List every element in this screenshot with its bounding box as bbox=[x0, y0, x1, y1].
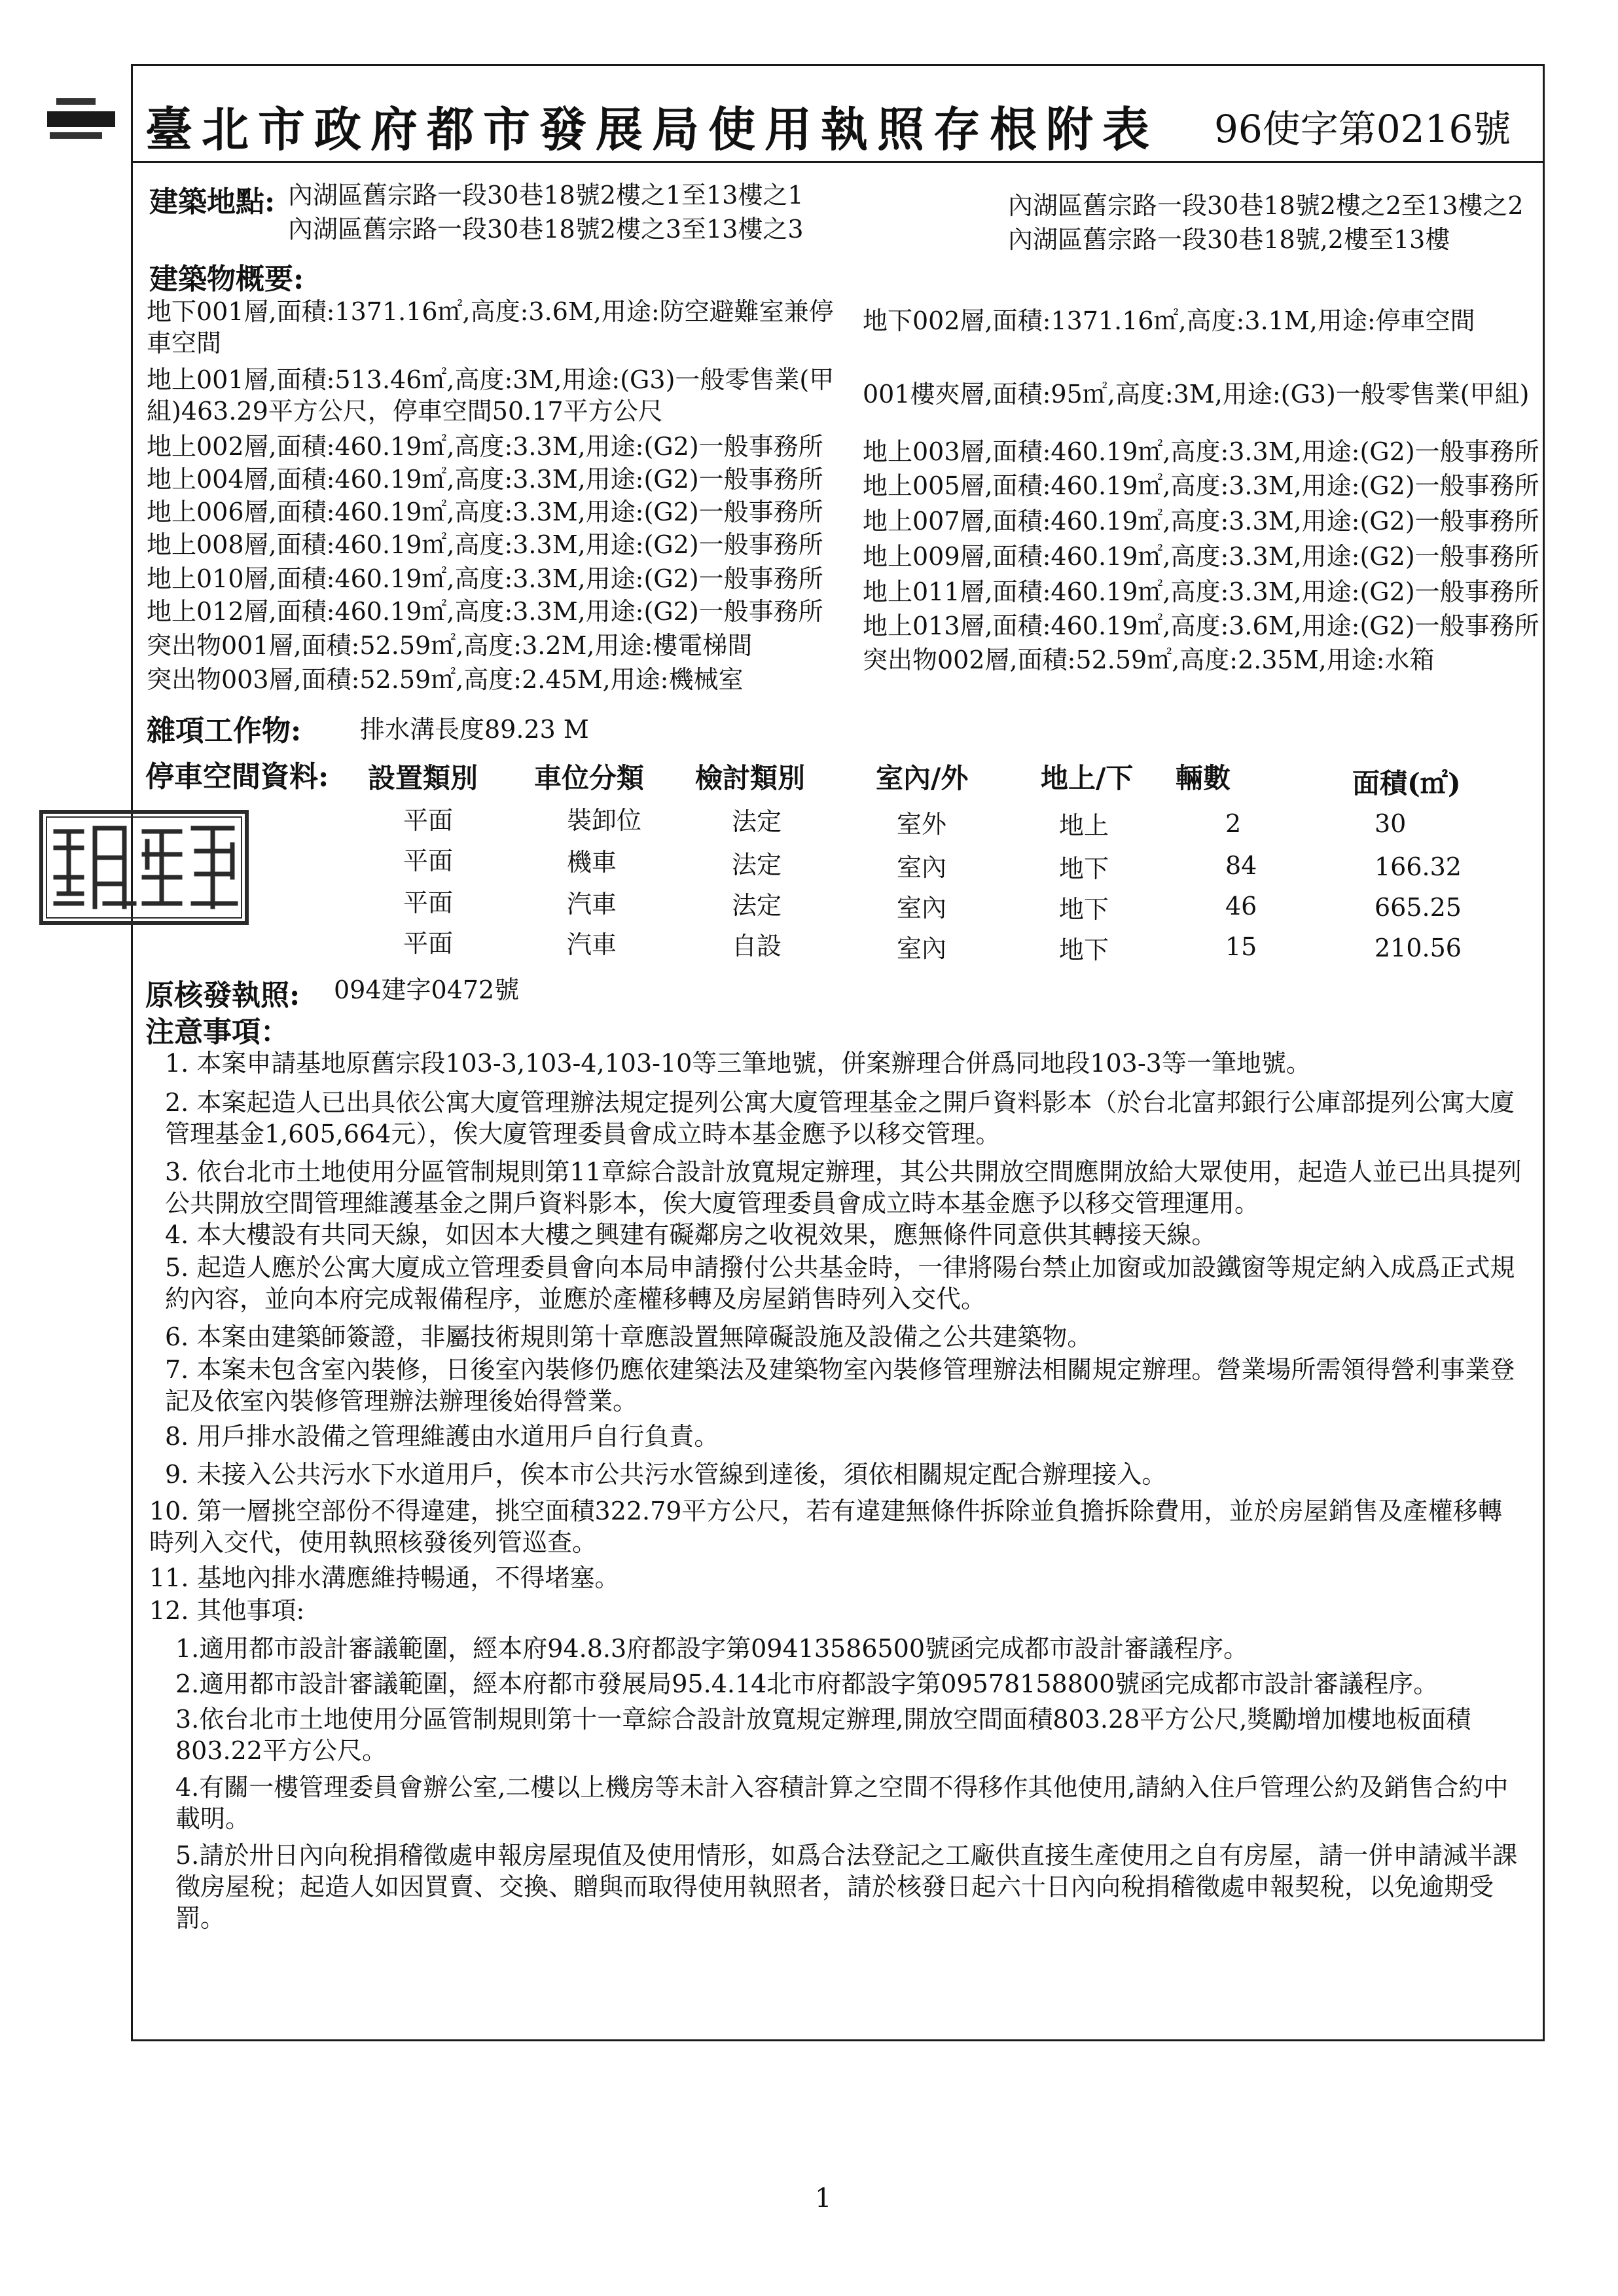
parking-cell: 平面 bbox=[403, 888, 454, 917]
parking-cell: 平面 bbox=[403, 806, 454, 835]
parking-cell: 地下 bbox=[1059, 936, 1109, 964]
overview-label: 建築物概要: bbox=[149, 263, 304, 296]
overview-floor-line: 地上006層,面積:460.19㎡,高度:3.3M,用途:(G2)一般事務所 bbox=[147, 498, 823, 526]
note-sub-item: 2.適用都市設計審議範圍，經本府都市發展局95.4.14北市府都設字第09578158800號函完成都市設計審議程序。 bbox=[175, 1669, 1439, 1698]
notes-label: 注意事項： bbox=[145, 1015, 289, 1049]
parking-cell: 30 bbox=[1375, 809, 1407, 838]
overview-floor-line: 地上007層,面積:460.19㎡,高度:3.3M,用途:(G2)一般事務所 bbox=[863, 507, 1539, 536]
parking-cell: 84 bbox=[1225, 851, 1257, 880]
note-item: 4. 本大樓設有共同天線，如因本大樓之興建有礙鄰房之收視效果，應無條件同意供其轉接天線。 bbox=[165, 1220, 1217, 1249]
note-sub-item: 1.適用都市設計審議範圍，經本府94.8.3府都設字第09413586500號函完成都市設計審議程序。 bbox=[175, 1634, 1249, 1663]
overview-floor-line: 地上003層,面積:460.19㎡,高度:3.3M,用途:(G2)一般事務所 bbox=[863, 437, 1539, 466]
site-address: 內湖區舊宗路一段30巷18號2樓之3至13樓之3 bbox=[288, 215, 804, 244]
parking-cell: 地上 bbox=[1059, 811, 1109, 840]
parking-header: 室內/外 bbox=[876, 762, 969, 794]
header-divider bbox=[131, 161, 1545, 163]
parking-cell: 自設 bbox=[732, 932, 782, 960]
parking-header: 車位分類 bbox=[534, 762, 645, 794]
site-address: 內湖區舊宗路一段30巷18號2樓之1至13樓之1 bbox=[288, 181, 804, 210]
overview-floor-line: 001樓夾層,面積:95㎡,高度:3M,用途:(G3)一般零售業(甲組) bbox=[863, 380, 1530, 409]
overview-floor-line: 地上009層,面積:460.19㎡,高度:3.3M,用途:(G2)一般事務所 bbox=[863, 542, 1539, 571]
site-address: 內湖區舊宗路一段30巷18號,2樓至13樓 bbox=[1008, 225, 1450, 254]
note-item: 2. 本案起造人已出具依公寓大廈管理辦法規定提列公寓大廈管理基金之開戶資料影本（於台北富邦銀行公庫部提列公寓大廈管理基金1,605,664元），俟大廈管理委員會成立時本基金應予以移交管理。 bbox=[165, 1088, 1515, 1148]
overview-floor-line: 突出物003層,面積:52.59㎡,高度:2.45M,用途:機械室 bbox=[147, 665, 744, 694]
parking-cell: 地下 bbox=[1059, 854, 1109, 883]
overview-floor-line: 地上002層,面積:460.19㎡,高度:3.3M,用途:(G2)一般事務所 bbox=[147, 432, 823, 461]
overview-floor-line: 地上011層,面積:460.19㎡,高度:3.3M,用途:(G2)一般事務所 bbox=[863, 577, 1539, 606]
parking-cell: 室內 bbox=[897, 894, 947, 922]
parking-cell: 平面 bbox=[403, 847, 454, 875]
parking-cell: 166.32 bbox=[1375, 852, 1462, 881]
official-seal-icon bbox=[36, 805, 252, 930]
overview-floor-line: 地上012層,面積:460.19㎡,高度:3.3M,用途:(G2)一般事務所 bbox=[147, 597, 823, 626]
page-number: 1 bbox=[815, 2183, 832, 2214]
permit-number: 96使字第0216號 bbox=[1214, 107, 1511, 151]
overview-floor-line: 突出物001層,面積:52.59㎡,高度:3.2M,用途:樓電梯間 bbox=[147, 631, 753, 660]
note-item: 3. 依台北市土地使用分區管制規則第11章綜合設計放寬規定辦理，其公共開放空間應開放給大眾使用，起造人並已出具提列公共開放空間管理維護基金之開戶資料影本，俟大廈管理委員會成立時本基金應予以移交管理運用。 bbox=[165, 1157, 1522, 1218]
parking-cell: 室內 bbox=[897, 853, 947, 882]
parking-cell: 裝卸位 bbox=[567, 806, 642, 835]
note-item: 12. 其他事項: bbox=[149, 1596, 305, 1625]
parking-cell: 平面 bbox=[403, 929, 454, 958]
parking-cell: 室外 bbox=[897, 810, 947, 839]
site-label: 建築地點: bbox=[149, 185, 276, 219]
parking-cell: 2 bbox=[1225, 809, 1242, 838]
note-item: 7. 本案未包含室內裝修，日後室內裝修仍應依建築法及建築物室內裝修管理辦法相關規定辦理。營業場所需領得營利事業登記及依室內裝修管理辦法辦理後始得營業。 bbox=[165, 1355, 1515, 1415]
parking-header: 面積(㎡) bbox=[1352, 767, 1461, 799]
parking-header: 設置類別 bbox=[368, 762, 478, 794]
note-item: 6. 本案由建築師簽證，非屬技術規則第十章應設置無障礙設施及設備之公共建築物。 bbox=[165, 1322, 1092, 1351]
parking-cell: 法定 bbox=[732, 891, 782, 920]
note-item: 9. 未接入公共污水下水道用戶，俟本市公共污水管線到達後，須依相關規定配合辦理接入。 bbox=[165, 1460, 1167, 1489]
overview-floor-line: 地上008層,面積:460.19㎡,高度:3.3M,用途:(G2)一般事務所 bbox=[147, 530, 823, 559]
document-title: 臺北市政府都市發展局使用執照存根附表 bbox=[145, 101, 1159, 157]
overview-floor-line: 地下001層,面積:1371.16㎡,高度:3.6M,用途:防空避難室兼停車空間 bbox=[147, 297, 834, 357]
parking-header: 檢討類別 bbox=[695, 762, 806, 794]
parking-cell: 機車 bbox=[567, 848, 617, 877]
overview-floor-line: 地下002層,面積:1371.16㎡,高度:3.1M,用途:停車空間 bbox=[863, 306, 1475, 335]
misc-label: 雜項工作物: bbox=[147, 714, 302, 748]
overview-floor-line: 地上013層,面積:460.19㎡,高度:3.6M,用途:(G2)一般事務所 bbox=[863, 611, 1539, 640]
parking-header: 輛數 bbox=[1176, 762, 1231, 794]
parking-label: 停車空間資料: bbox=[145, 760, 329, 793]
note-item: 1. 本案申請基地原舊宗段103-3,103-4,103-10等三筆地號，併案辦理合併爲同地段103-3等一筆地號。 bbox=[165, 1049, 1311, 1078]
note-item: 8. 用戶排水設備之管理維護由水道用戶自行負責。 bbox=[165, 1422, 719, 1451]
parking-cell: 210.56 bbox=[1375, 934, 1462, 962]
overview-floor-line: 地上004層,面積:460.19㎡,高度:3.3M,用途:(G2)一般事務所 bbox=[147, 465, 823, 494]
note-item: 10. 第一層挑空部份不得違建，挑空面積322.79平方公尺，若有違建無條件拆除並負擔拆除費用，並於房屋銷售及產權移轉時列入交代，使用執照核發後列管巡查。 bbox=[149, 1497, 1503, 1557]
original-permit-label: 原核發執照: bbox=[145, 979, 300, 1012]
parking-cell: 46 bbox=[1225, 892, 1257, 920]
parking-cell: 室內 bbox=[897, 934, 947, 963]
note-item: 11. 基地內排水溝應維持暢通，不得堵塞。 bbox=[149, 1563, 620, 1592]
overview-floor-line: 地上005層,面積:460.19㎡,高度:3.3M,用途:(G2)一般事務所 bbox=[863, 471, 1539, 500]
parking-header: 地上/下 bbox=[1041, 762, 1134, 794]
note-sub-item: 4.有關一樓管理委員會辦公室,二樓以上機房等未計入容積計算之空間不得移作其他使用,請納入住戶管理公約及銷售合約中載明。 bbox=[175, 1773, 1509, 1833]
note-item: 5. 起造人應於公寓大廈成立管理委員會向本局申請撥付公共基金時，一律將陽台禁止加窗或加設鐵窗等規定納入成爲正式規約內容，並向本府完成報備程序，並應於產權移轉及房屋銷售時列入交代。 bbox=[165, 1253, 1515, 1313]
overview-floor-line: 地上010層,面積:460.19㎡,高度:3.3M,用途:(G2)一般事務所 bbox=[147, 564, 823, 593]
parking-cell: 汽車 bbox=[567, 890, 617, 919]
site-address: 內湖區舊宗路一段30巷18號2樓之2至13樓之2 bbox=[1008, 191, 1524, 220]
overview-floor-line: 突出物002層,面積:52.59㎡,高度:2.35M,用途:水箱 bbox=[863, 646, 1435, 674]
binding-mark-icon bbox=[43, 85, 120, 156]
parking-cell: 法定 bbox=[732, 850, 782, 879]
parking-cell: 地下 bbox=[1059, 895, 1109, 924]
original-permit-value: 094建字0472號 bbox=[334, 975, 520, 1004]
note-sub-item: 3.依台北市土地使用分區管制規則第十一章綜合設計放寬規定辦理,開放空間面積803.28平方公尺,獎勵增加樓地板面積803.22平方公尺。 bbox=[175, 1705, 1471, 1765]
note-sub-item: 5.請於卅日內向稅捐稽徵處申報房屋現值及使用情形，如爲合法登記之工廠供直接生產使用之自有房屋，請一併申請減半課徵房屋稅；起造人如因買賣、交換、贈與而取得使用執照者，請於核發日起六十日內向稅捐稽徵處申報契稅，以免逾期受罰。 bbox=[175, 1841, 1518, 1933]
parking-cell: 665.25 bbox=[1375, 893, 1462, 922]
parking-cell: 法定 bbox=[732, 807, 782, 836]
misc-value: 排水溝長度89.23 M bbox=[360, 715, 589, 744]
parking-cell: 汽車 bbox=[567, 930, 617, 959]
overview-floor-line: 地上001層,面積:513.46㎡,高度:3M,用途:(G3)一般零售業(甲組)463.29平方公尺，停車空間50.17平方公尺 bbox=[147, 365, 835, 426]
parking-cell: 15 bbox=[1225, 932, 1257, 961]
